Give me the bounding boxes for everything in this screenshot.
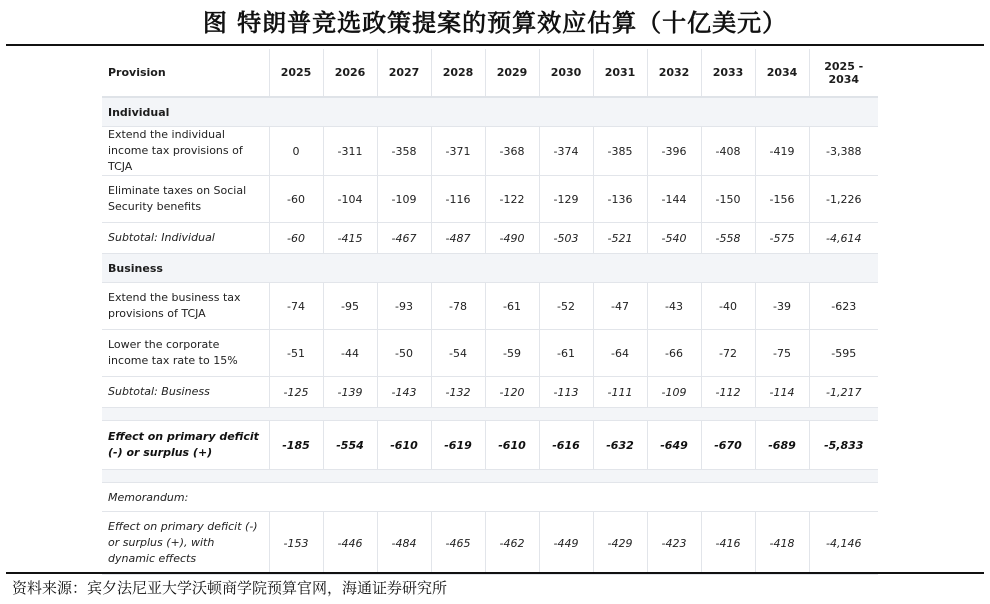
column-header: Provision [102, 49, 269, 97]
section-heading: Individual [102, 97, 878, 127]
subtotal-row-business [102, 377, 878, 408]
value-cell: -462 [485, 512, 539, 575]
value-cell: -689 [755, 421, 809, 470]
column-header: 2026 [323, 49, 377, 97]
section-heading: Business [102, 254, 878, 283]
value-cell: -5,833 [809, 421, 878, 470]
table-header-row [102, 49, 878, 97]
value-cell: -429 [593, 512, 647, 575]
row-label: Subtotal: Individual [102, 223, 269, 254]
value-cell: -114 [755, 377, 809, 408]
value-cell: -558 [701, 223, 755, 254]
section-row-business [102, 254, 878, 283]
value-cell: -153 [269, 512, 323, 575]
value-cell: -64 [593, 330, 647, 377]
value-cell: -132 [431, 377, 485, 408]
memorandum-row [102, 483, 878, 512]
column-header: 2027 [377, 49, 431, 97]
value-cell: -616 [539, 421, 593, 470]
value-cell: -3,388 [809, 127, 878, 176]
table-row [102, 127, 878, 176]
value-cell: -449 [539, 512, 593, 575]
value-cell: -61 [485, 283, 539, 330]
value-cell: -60 [269, 223, 323, 254]
value-cell: -374 [539, 127, 593, 176]
column-header: 2031 [593, 49, 647, 97]
value-cell: -78 [431, 283, 485, 330]
value-cell: -95 [323, 283, 377, 330]
value-cell: -540 [647, 223, 701, 254]
value-cell: -371 [431, 127, 485, 176]
value-cell: -54 [431, 330, 485, 377]
value-cell: -111 [593, 377, 647, 408]
value-cell: -595 [809, 330, 878, 377]
value-cell: -385 [593, 127, 647, 176]
section-row-individual [102, 97, 878, 127]
value-cell: -66 [647, 330, 701, 377]
value-cell: -632 [593, 421, 647, 470]
value-cell: -4,614 [809, 223, 878, 254]
value-cell: -143 [377, 377, 431, 408]
value-cell: -113 [539, 377, 593, 408]
memorandum-heading: Memorandum: [102, 483, 878, 512]
value-cell: -59 [485, 330, 539, 377]
value-cell: -649 [647, 421, 701, 470]
column-header: 2025 [269, 49, 323, 97]
value-cell: -93 [377, 283, 431, 330]
top-rule [6, 44, 984, 46]
effect-row [102, 421, 878, 470]
table-row [102, 176, 878, 223]
value-cell: -51 [269, 330, 323, 377]
table-row [102, 330, 878, 377]
dynamic-effect-row [102, 512, 878, 575]
subtotal-row-individual [102, 223, 878, 254]
column-header: 2030 [539, 49, 593, 97]
budget-table-container [102, 49, 878, 575]
value-cell: -109 [647, 377, 701, 408]
value-cell: -554 [323, 421, 377, 470]
value-cell: -575 [755, 223, 809, 254]
value-cell: -490 [485, 223, 539, 254]
row-label: Eliminate taxes on Social Security benefits [102, 176, 269, 223]
value-cell: -358 [377, 127, 431, 176]
value-cell: -75 [755, 330, 809, 377]
value-cell: -60 [269, 176, 323, 223]
value-cell: -104 [323, 176, 377, 223]
value-cell: -4,146 [809, 512, 878, 575]
value-cell: -446 [323, 512, 377, 575]
value-cell: -1,217 [809, 377, 878, 408]
value-cell: -116 [431, 176, 485, 223]
value-cell: -670 [701, 421, 755, 470]
value-cell: 0 [269, 127, 323, 176]
value-cell: -610 [485, 421, 539, 470]
row-label: Extend the individual income tax provisions of TCJA [102, 127, 269, 176]
value-cell: -144 [647, 176, 701, 223]
value-cell: -419 [755, 127, 809, 176]
value-cell: -503 [539, 223, 593, 254]
value-cell: -467 [377, 223, 431, 254]
value-cell: -418 [755, 512, 809, 575]
budget-effects-table [102, 49, 878, 575]
value-cell: -396 [647, 127, 701, 176]
value-cell: -185 [269, 421, 323, 470]
value-cell: -610 [377, 421, 431, 470]
value-cell: -139 [323, 377, 377, 408]
table-row [102, 283, 878, 330]
value-cell: -150 [701, 176, 755, 223]
value-cell: -129 [539, 176, 593, 223]
column-header: 2028 [431, 49, 485, 97]
value-cell: -465 [431, 512, 485, 575]
row-label: Effect on primary deficit (-) or surplus (+) [102, 421, 269, 470]
spacer-row [102, 470, 878, 483]
column-header: 2033 [701, 49, 755, 97]
column-header: 2032 [647, 49, 701, 97]
value-cell: -40 [701, 283, 755, 330]
value-cell: -623 [809, 283, 878, 330]
value-cell: -52 [539, 283, 593, 330]
row-label: Effect on primary deficit (-) or surplus (+), with dynamic effects [102, 512, 269, 575]
value-cell: -415 [323, 223, 377, 254]
row-label: Extend the business tax provisions of TCJA [102, 283, 269, 330]
value-cell: -125 [269, 377, 323, 408]
value-cell: -521 [593, 223, 647, 254]
value-cell: -43 [647, 283, 701, 330]
value-cell: -156 [755, 176, 809, 223]
value-cell: -122 [485, 176, 539, 223]
column-header: 2029 [485, 49, 539, 97]
value-cell: -74 [269, 283, 323, 330]
value-cell: -72 [701, 330, 755, 377]
value-cell: -50 [377, 330, 431, 377]
spacer-cell [102, 470, 878, 483]
row-label: Subtotal: Business [102, 377, 269, 408]
value-cell: -47 [593, 283, 647, 330]
spacer-cell [102, 408, 878, 421]
spacer-row [102, 408, 878, 421]
value-cell: -39 [755, 283, 809, 330]
column-header: 2034 [755, 49, 809, 97]
value-cell: -484 [377, 512, 431, 575]
value-cell: -1,226 [809, 176, 878, 223]
column-header: 2025 - 2034 [809, 49, 878, 97]
value-cell: -368 [485, 127, 539, 176]
value-cell: -136 [593, 176, 647, 223]
value-cell: -61 [539, 330, 593, 377]
figure-title: 图 特朗普竞选政策提案的预算效应估算（十亿美元） [202, 8, 788, 37]
value-cell: -112 [701, 377, 755, 408]
value-cell: -109 [377, 176, 431, 223]
source-note: 资料来源：宾夕法尼亚大学沃顿商学院预算官网，海通证券研究所 [12, 579, 448, 597]
value-cell: -619 [431, 421, 485, 470]
value-cell: -408 [701, 127, 755, 176]
bottom-rule [6, 572, 984, 574]
value-cell: -120 [485, 377, 539, 408]
value-cell: -44 [323, 330, 377, 377]
value-cell: -423 [647, 512, 701, 575]
value-cell: -311 [323, 127, 377, 176]
row-label: Lower the corporate income tax rate to 15% [102, 330, 269, 377]
value-cell: -487 [431, 223, 485, 254]
value-cell: -416 [701, 512, 755, 575]
